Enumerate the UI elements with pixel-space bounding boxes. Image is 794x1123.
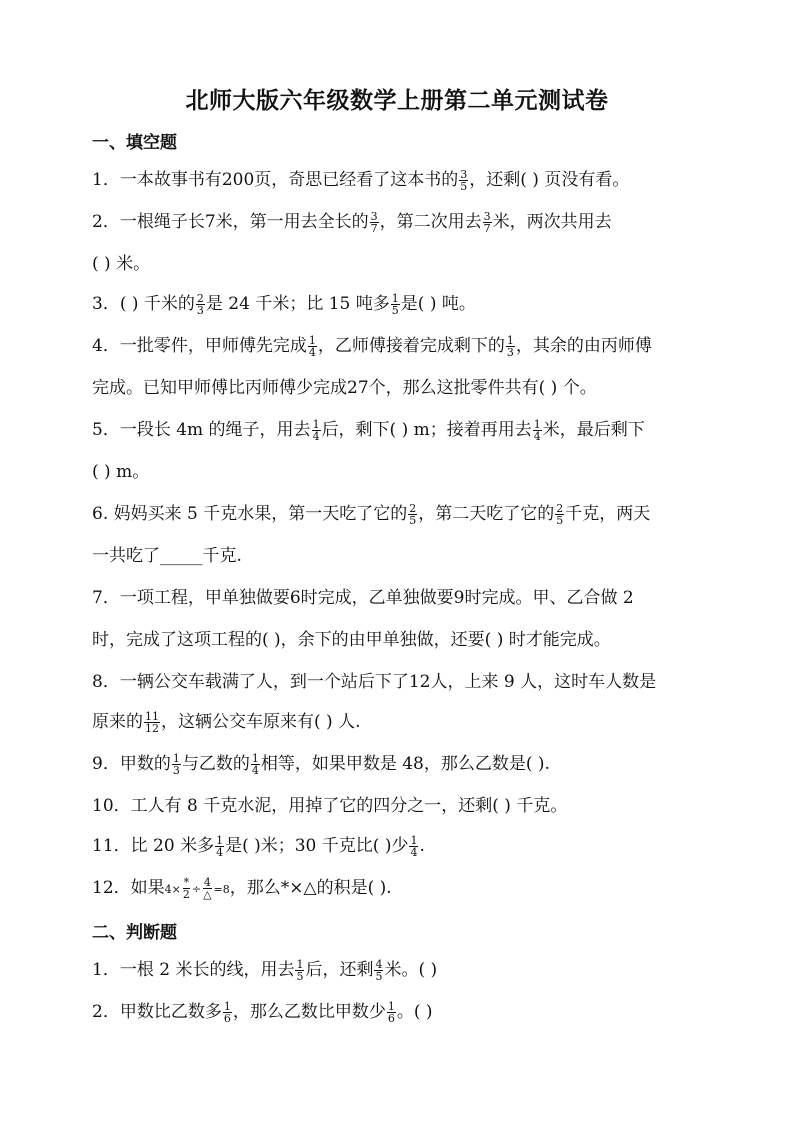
fraction: $\frac{1}{3}$ (506, 334, 514, 359)
fraction: $\frac{1}{3}$ (172, 752, 180, 777)
question-6: 6. 妈妈买来 5 千克水果，第一天吃了它的 $\frac{2}{5}$ ，第二天吃了它的 $\frac{2}{5}$ 千克，两天 (92, 502, 651, 527)
question-5-cont: ( ) m。 (92, 462, 150, 482)
question-7-cont: 时，完成了这项工程的( )，余下的由甲单独做，还要( ) 时才能完成。 (92, 630, 611, 650)
fraction: $\frac{2}{5}$ (556, 502, 564, 527)
fraction: $\frac{1}{4}$ (410, 834, 418, 859)
fraction: $\frac{*}{2}$ (182, 876, 190, 901)
fraction: $\frac{1}{4}$ (308, 334, 316, 359)
section-heading-fill-blank: 一、填空题 (92, 133, 177, 153)
fraction: $\frac{1}{5}$ (391, 292, 399, 317)
question-2-cont: ( ) 米。 (92, 254, 151, 274)
question-4-cont: 完成。已知甲师傅比丙师傅少完成27个，那么这批零件共有( ) 个。 (92, 378, 597, 398)
question-6-cont: 一共吃了_____千克. (92, 546, 242, 566)
fraction: $\frac{3}{7}$ (370, 210, 378, 235)
question-3: 3．( ) 千米的 $\frac{2}{3}$ 是 24 千米；比 15 吨多 $\frac{1}{5}$ 是( ) 吨。 (92, 292, 476, 317)
question-2: 2．一根绳子长7米，第一用去全长的 $\frac{3}{7}$ ，第二次用去 $\frac{3}{7}$ 米，两次共用去 (92, 210, 612, 235)
question-4: 4．一批零件，甲师傅先完成 $\frac{1}{4}$ ，乙师傅接着完成剩下的 $\frac{1}{3}$ ，其余的由丙师傅 (92, 334, 652, 359)
section-heading-true-false: 二、判断题 (92, 923, 177, 943)
fraction: $\frac{1}{6}$ (387, 1000, 395, 1025)
page-title: 北师大版六年级数学上册第二单元测试卷 (185, 88, 609, 114)
fraction: $\frac{1}{4}$ (533, 418, 541, 443)
question-5: 5．一段长 4m 的绳子，用去 $\frac{1}{4}$ 后，剩下( ) m；接着再用去 $\frac{1}{4}$ 米，最后剩下 (92, 418, 645, 443)
question-12: 12．如果4× $\frac{*}{2}$ ÷ $\frac{4}{\triangle}$ =8，那么*×△的积是( ). (92, 876, 392, 901)
fraction: $\frac{1}{5}$ (296, 958, 304, 983)
fraction: $\frac{1}{4}$ (216, 834, 224, 859)
question-10: 10．工人有 8 千克水泥，用掉了它的四分之一，还剩( ) 千克。 (92, 796, 568, 816)
question-1: 1．一本故事书有200页，奇思已经看了这本书的 $\frac{3}{5}$ ，还剩( ) 页没有看。 (92, 168, 630, 193)
judgment-1: 1．一根 2 米长的线，用去 $\frac{1}{5}$ 后，还剩 $\frac{4}{5}$ 米。( ) (92, 958, 438, 983)
fraction: $\frac{2}{3}$ (196, 292, 204, 317)
question-11: 11．比 20 米多 $\frac{1}{4}$ 是( )米；30 千克比( )少 $\frac{1}{4}$ . (92, 834, 425, 859)
fraction: $\frac{2}{5}$ (409, 502, 417, 527)
judgment-2: 2．甲数比乙数多 $\frac{1}{6}$ ，那么乙数比甲数少 $\frac{1}{6}$ 。( ) (92, 1000, 433, 1025)
fraction: $\frac{4}{5}$ (375, 958, 383, 983)
question-7: 7．一项工程，甲单独做要6时完成，乙单独做要9时完成。甲、乙合做 2 (92, 588, 634, 608)
fraction: $\frac{3}{7}$ (483, 210, 491, 235)
fraction: $\frac{1}{4}$ (312, 418, 320, 443)
question-8: 8．一辆公交车载满了人，到一个站后下了12人，上来 9 人，这时车人数是 (92, 672, 657, 692)
fraction: $\frac{4}{\triangle}$ (203, 876, 212, 901)
fraction: $\frac{1}{6}$ (223, 1000, 231, 1025)
question-9: 9．甲数的 $\frac{1}{3}$ 与乙数的 $\frac{1}{4}$ 相等，如果甲数是 48，那么乙数是( ). (92, 752, 550, 777)
fraction: $\frac{11}{12}$ (145, 710, 159, 735)
question-8-cont: 原来的 $\frac{11}{12}$ ，这辆公交车原来有( ) 人. (92, 710, 361, 735)
fraction: $\frac{3}{5}$ (460, 168, 468, 193)
fraction: $\frac{1}{4}$ (251, 752, 259, 777)
